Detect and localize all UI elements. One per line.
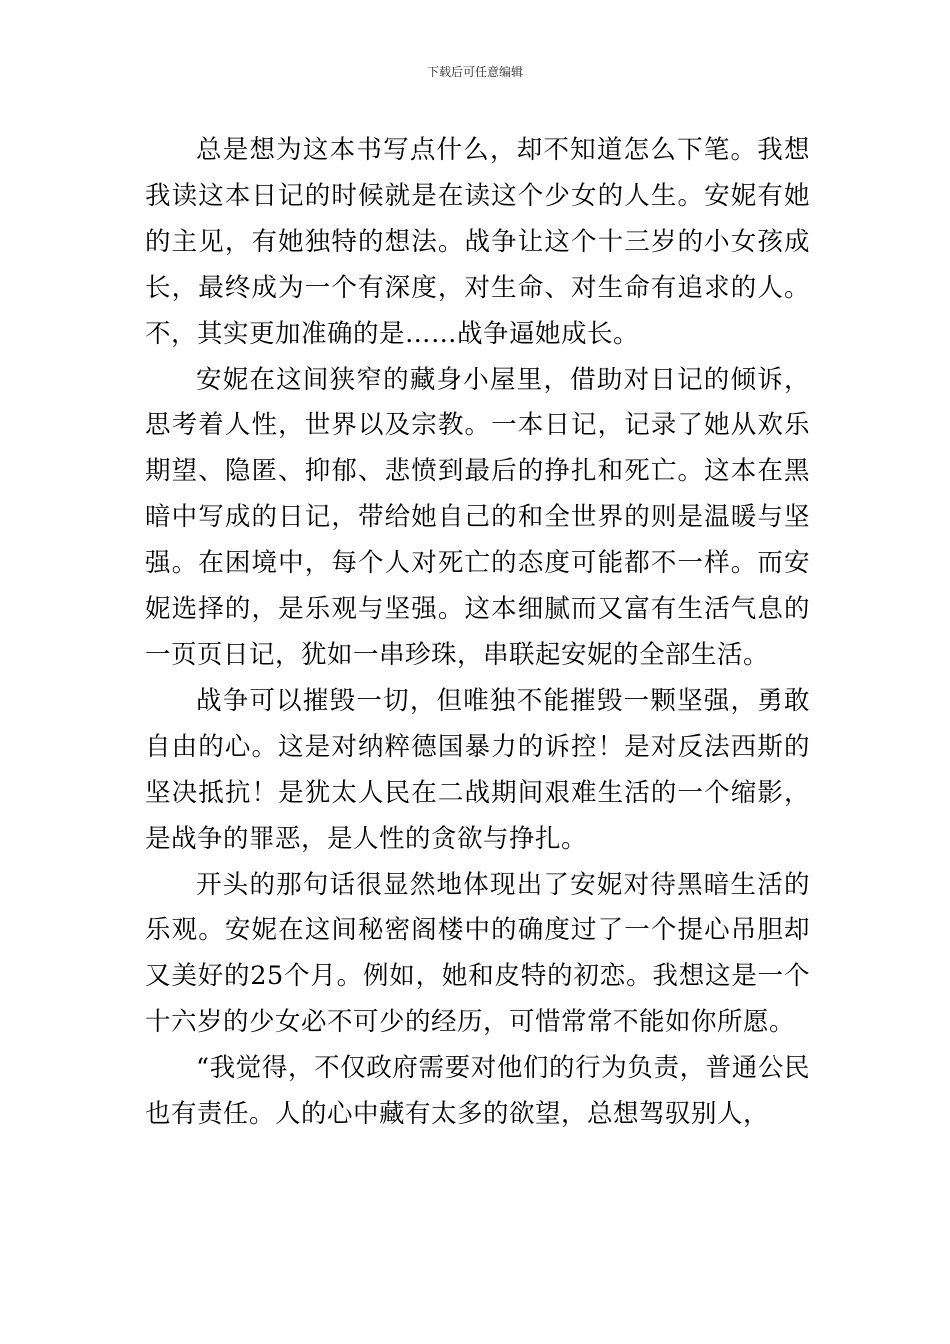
document-body [145, 128, 810, 1138]
paragraph-4: 开头的那句话很显然地体现出了安妮对待黑暗生活的乐观。安妮在这间秘密阁楼中的确度过了一个提心吊胆却又美好的25个月。例如，她和皮特的初恋。我想这是一个十六岁的少女必不可少的经历，可惜常常不能如你所愿。 [145, 869, 810, 1038]
page-header: 下载后可任意编辑 [426, 65, 523, 79]
paragraph-3: 战争可以摧毁一切，但唯独不能摧毁一颗坚强，勇敢自由的心。这是对纳粹德国暴力的诉控！是对反法西斯的坚决抵抗！是犹太人民在二战期间艰难生活的一个缩影，是战争的罪恶，是人性的贪欲与挣扎。 [145, 685, 810, 854]
paragraph-1: 总是想为这本书写点什么，却不知道怎么下笔。我想我读这本日记的时候就是在读这个少女的人生。安妮有她的主见，有她独特的想法。战争让这个十三岁的小女孩成长，最终成为一个有深度，对生命、对生命有追求的人。不，其实更加准确的是……战争逼她成长。 [145, 135, 810, 349]
paragraph-2: 安妮在这间狭窄的藏身小屋里，借助对日记的倾诉，思考着人性，世界以及宗教。一本日记，记录了她从欢乐期望、隐匿、抑郁、悲愤到最后的挣扎和死亡。这本在黑暗中写成的日记，带给她自己的和全世界的则是温暖与坚强。在困境中，每个人对死亡的态度可能都不一样。而安妮选择的，是乐观与坚强。这本细腻而又富有生活气息的一页页日记，犹如一串珍珠，串联起安妮的全部生活。 [145, 364, 810, 670]
paragraph-5: “我觉得，不仅政府需要对他们的行为负责，普通公民也有责任。人的心中藏有太多的欲望，总想驾驭别人， [145, 1053, 810, 1130]
